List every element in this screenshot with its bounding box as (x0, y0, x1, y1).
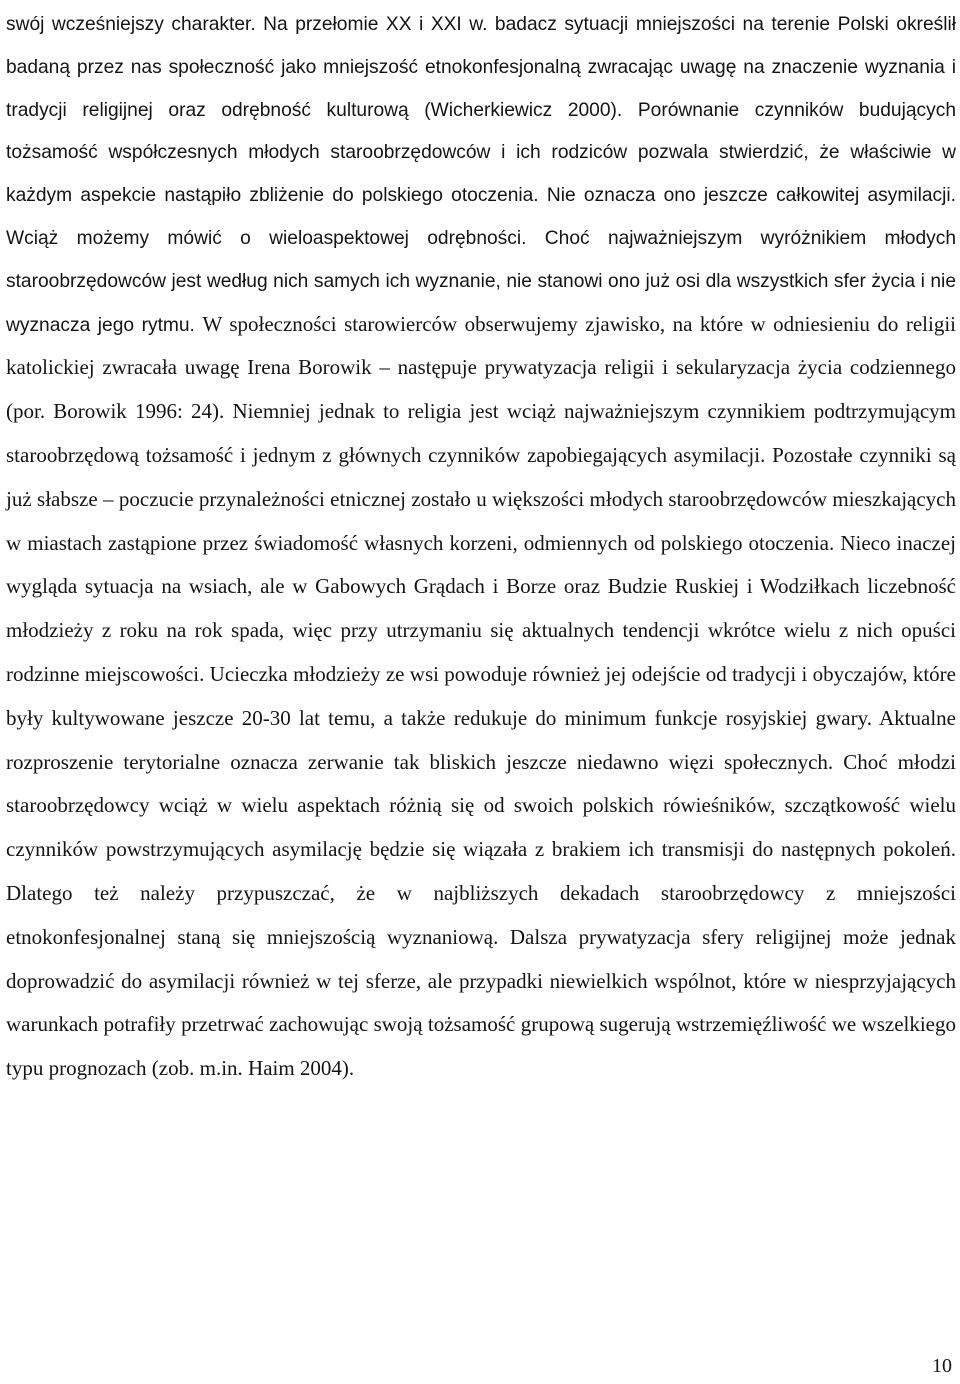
page-number: 10 (932, 1355, 952, 1377)
text-segment-sans: swój wcześniejszy charakter. Na przełomie XX i XXI w. badacz sytuacji mniejszości na terenie Polski określił badaną przez nas społeczność jako mniejszość etnokonfesjonalną zwracając uwagę na znaczenie wyznania i tradycji religijnej oraz odrębność kulturową (Wicherkiewicz 2000). Porównanie czynników budujących tożsamość współczesnych młodych staroobrzędowców i ich rodziców pozwala stwierdzić, że właściwie w każdym aspekcie nastąpiło zbliżenie do polskiego otoczenia. Nie oznacza ono jeszcze całkowitej asymilacji. Wciąż możemy mówić o wieloaspektowej odrębności. Choć najważniejszym wyróżnikiem młodych staroobrzędowców jest według nich samych ich wyznanie, nie stanowi ono już osi dla wszystkich sfer życia i nie wyznacza jego rytmu. (6, 14, 956, 336)
text-segment-serif: W społeczności starowierców obserwujemy zjawisko, na które w odniesieniu do religii katolickiej zwracała uwagę Irena Borowik – następuje prywatyzacja religii i sekularyzacja życia codziennego (por. Borowik 1996: 24). Niemniej jednak to religia jest wciąż najważniejszym czynnikiem podtrzymującym staroobrzędową tożsamość i jednym z głównych czynników zapobiegających asymilacji. Pozostałe czynniki są już słabsze – poczucie przynależności etnicznej zostało u większości młodych staroobrzędowców mieszkających w miastach zastąpione przez świadomość własnych korzeni, odmiennych od polskiego otoczenia. Nieco inaczej wygląda sytuacja na wsiach, ale w Gabowych Grądach i Borze oraz Budzie Ruskiej i Wodziłkach liczebność młodzieży z roku na rok spada, więc przy utrzymaniu się aktualnych tendencji wkrótce wielu z nich opuści rodzinne miejscowości. Ucieczka młodzieży ze wsi powoduje również jej odejście od tradycji i obyczajów, które były kultywowane jeszcze 20-30 lat temu, a także redukuje do minimum funkcje rosyjskiej gwary. Aktualne rozproszenie terytorialne oznacza zerwanie tak bliskich jeszcze niedawno więzi społecznych. Choć młodzi staroobrzędowcy wciąż w wielu aspektach różnią się od swoich polskich rówieśników, szczątkowość wielu czynników powstrzymujących asymilację będzie się wiązała z brakiem ich transmisji do następnych pokoleń. Dlatego też należy przypuszczać, że w najbliższych dekadach staroobrzędowcy z mniejszości etnokonfesjonalnej staną się mniejszością wyznaniową. Dalsza prywatyzacja sfery religijnej może jednak doprowadzić do asymilacji również w tej sferze, ale przypadki niewielkich wspólnot, które w niesprzyjających warunkach potrafiły przetrwać zachowując swoją tożsamość grupową sugerują wstrzemięźliwość we wszelkiego typu prognozach (zob. m.in. Haim 2004). (6, 311, 956, 1081)
body-paragraph (6, 0, 956, 1092)
